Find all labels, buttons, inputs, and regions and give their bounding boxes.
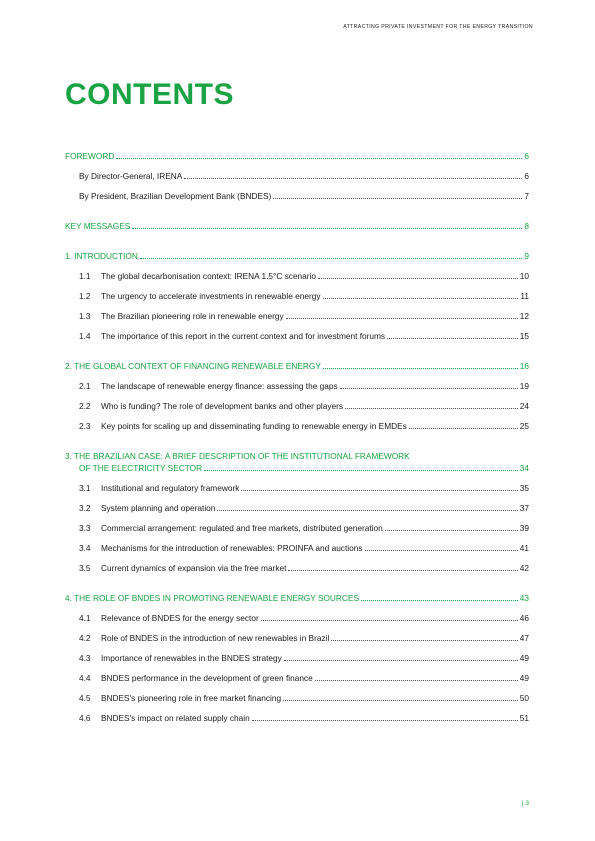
toc-entry-label: The landscape of renewable energy finance: assessing the gaps — [101, 381, 338, 391]
toc-entry-number: 4.3 — [79, 653, 91, 663]
toc-entry-label: By President, Brazilian Development Bank (BNDES) — [79, 191, 272, 201]
toc-entry[interactable] — [65, 170, 529, 182]
dot-leader — [361, 599, 518, 601]
dot-leader — [283, 699, 518, 701]
toc-entry[interactable] — [65, 712, 529, 724]
toc-entry-number: 3.4 — [79, 543, 91, 553]
toc-section-role-of-bndes[interactable] — [65, 592, 529, 604]
toc-section-label: 1. INTRODUCTION — [65, 251, 138, 261]
toc-page-number: 42 — [519, 563, 529, 573]
toc-page-number: 46 — [519, 613, 529, 623]
toc-entry-number: 3.1 — [79, 483, 91, 493]
toc-section-key-messages[interactable] — [65, 220, 529, 232]
toc-entry-number: 3.5 — [79, 563, 91, 573]
toc-entry[interactable] — [65, 190, 529, 202]
toc-entry[interactable] — [65, 652, 529, 664]
toc-entry[interactable] — [65, 420, 529, 432]
dot-leader — [286, 317, 518, 319]
toc-entry-label: BNDES's impact on related supply chain — [101, 713, 250, 723]
toc-entry-label: Current dynamics of expansion via the free market — [101, 563, 287, 573]
toc-page-number: 24 — [519, 401, 529, 411]
toc-entry[interactable] — [65, 310, 529, 322]
toc-entry-number: 4.5 — [79, 693, 91, 703]
toc-page-number: 10 — [519, 271, 529, 281]
toc-section-label: 3. THE BRAZILIAN CASE: A BRIEF DESCRIPTION OF THE INSTITUTIONAL FRAMEWORK — [65, 451, 410, 461]
toc-entry[interactable] — [65, 522, 529, 534]
toc-page-number: 34 — [519, 463, 529, 473]
toc-entry-label: Mechanisms for the introduction of renewables: PROINFA and auctions — [101, 543, 363, 553]
toc-page-number: 6 — [524, 171, 529, 181]
dot-leader — [323, 297, 519, 299]
toc-entry-number: 1.2 — [79, 291, 91, 301]
dot-leader — [331, 639, 517, 641]
toc-entry-label: Institutional and regulatory framework — [101, 483, 240, 493]
toc-section-brazilian-case[interactable] — [65, 450, 529, 474]
table-of-contents — [65, 150, 529, 724]
page-number: | 3 — [521, 800, 529, 807]
dot-leader — [288, 569, 517, 571]
toc-section-foreword[interactable] — [65, 150, 529, 162]
toc-entry-number: 4.1 — [79, 613, 91, 623]
toc-page-number: 35 — [519, 483, 529, 493]
toc-entry-number: 1.3 — [79, 311, 91, 321]
toc-page-number: 49 — [519, 673, 529, 683]
toc-page-number: 15 — [519, 331, 529, 341]
toc-entry-number: 3.3 — [79, 523, 91, 533]
toc-section-label: KEY MESSAGES — [65, 221, 131, 231]
toc-entry[interactable] — [65, 632, 529, 644]
toc-page-number: 9 — [524, 251, 529, 261]
dot-leader — [345, 407, 518, 409]
toc-page-number: 11 — [520, 291, 529, 301]
toc-entry-label: Key points for scaling up and disseminating funding to renewable energy in EMDEs — [101, 421, 407, 431]
dot-leader — [273, 197, 522, 199]
toc-entry-number: 2.3 — [79, 421, 91, 431]
toc-section-label: FOREWORD — [65, 151, 115, 161]
toc-entry-label: BNDES's pioneering role in free market financing — [101, 693, 282, 703]
toc-entry-number: 3.2 — [79, 503, 91, 513]
toc-page-number: 16 — [519, 361, 529, 371]
toc-page-number: 7 — [524, 191, 529, 201]
toc-entry[interactable] — [65, 562, 529, 574]
dot-leader — [132, 227, 522, 229]
toc-entry-label: Role of BNDES in the introduction of new renewables in Brazil — [101, 633, 330, 643]
running-header: ATTRACTING PRIVATE INVESTMENT FOR THE ENERGY TRANSITION — [343, 24, 533, 30]
toc-entry-number: 4.6 — [79, 713, 91, 723]
toc-page-number: 49 — [519, 653, 529, 663]
toc-entry[interactable] — [65, 380, 529, 392]
toc-entry-label: By Director-General, IRENA — [79, 171, 183, 181]
dot-leader — [184, 177, 522, 179]
toc-entry-label: Relevance of BNDES for the energy sector — [101, 613, 259, 623]
toc-section-label-continued: OF THE ELECTRICITY SECTOR — [79, 463, 203, 473]
toc-page-number: 6 — [524, 151, 529, 161]
dot-leader — [323, 367, 518, 369]
toc-entry-label: Who is funding? The role of development banks and other players — [101, 401, 343, 411]
toc-entry-label: The importance of this report in the current context and for investment forums — [101, 331, 386, 341]
dot-leader — [261, 619, 518, 621]
dot-leader — [140, 257, 523, 259]
toc-section-global-context[interactable] — [65, 360, 529, 372]
dot-leader — [387, 337, 518, 339]
toc-entry[interactable] — [65, 290, 529, 302]
toc-page-number: 51 — [519, 713, 529, 723]
toc-page-number: 8 — [524, 221, 529, 231]
toc-entry[interactable] — [65, 502, 529, 514]
toc-entry-label: BNDES performance in the development of green finance — [101, 673, 313, 683]
toc-entry[interactable] — [65, 672, 529, 684]
dot-leader — [318, 277, 518, 279]
toc-entry-number: 4.2 — [79, 633, 91, 643]
dot-leader — [365, 549, 518, 551]
toc-entry[interactable] — [65, 270, 529, 282]
page-title: CONTENTS — [65, 78, 234, 111]
toc-page-number: 19 — [519, 381, 529, 391]
dot-leader — [252, 719, 518, 721]
toc-page-number: 50 — [519, 693, 529, 703]
dot-leader — [116, 157, 522, 159]
toc-entry[interactable] — [65, 400, 529, 412]
dot-leader — [385, 529, 518, 531]
toc-entry[interactable] — [65, 542, 529, 554]
toc-entry-number: 1.1 — [79, 271, 91, 281]
toc-entry-number: 2.2 — [79, 401, 91, 411]
dot-leader — [204, 469, 518, 471]
dot-leader — [315, 679, 518, 681]
toc-section-label: 2. THE GLOBAL CONTEXT OF FINANCING RENEWABLE ENERGY — [65, 361, 321, 371]
toc-entry-number: 4.4 — [79, 673, 91, 683]
toc-page-number: 25 — [519, 421, 529, 431]
dot-leader — [340, 387, 518, 389]
toc-entry-label: The Brazilian pioneering role in renewable energy — [101, 311, 284, 321]
toc-page-number: 12 — [519, 311, 529, 321]
toc-entry[interactable] — [65, 612, 529, 624]
toc-page-number: 43 — [519, 593, 529, 603]
toc-entry[interactable] — [65, 482, 529, 494]
toc-entry-number: 2.1 — [79, 381, 91, 391]
toc-page-number: 41 — [519, 543, 529, 553]
dot-leader — [284, 659, 518, 661]
toc-entry-number: 1.4 — [79, 331, 91, 341]
toc-section-label: 4. THE ROLE OF BNDES IN PROMOTING RENEWABLE ENERGY SOURCES — [65, 593, 359, 603]
toc-section-introduction[interactable] — [65, 250, 529, 262]
toc-entry-label: System planning and operation — [101, 503, 216, 513]
toc-entry-label: Importance of renewables in the BNDES strategy — [101, 653, 282, 663]
toc-page-number: 47 — [519, 633, 529, 643]
dot-leader — [217, 509, 517, 511]
toc-entry[interactable] — [65, 692, 529, 704]
dot-leader — [409, 427, 518, 429]
toc-entry[interactable] — [65, 330, 529, 342]
dot-leader — [241, 489, 517, 491]
toc-entry-label: Commercial arrangement: regulated and free markets, distributed generation — [101, 523, 383, 533]
toc-page-number: 37 — [519, 503, 529, 513]
toc-page-number: 39 — [519, 523, 529, 533]
toc-entry-label: The global decarbonisation context: IRENA 1.5°C scenario — [101, 271, 317, 281]
toc-entry-label: The urgency to accelerate investments in renewable energy — [101, 291, 321, 301]
